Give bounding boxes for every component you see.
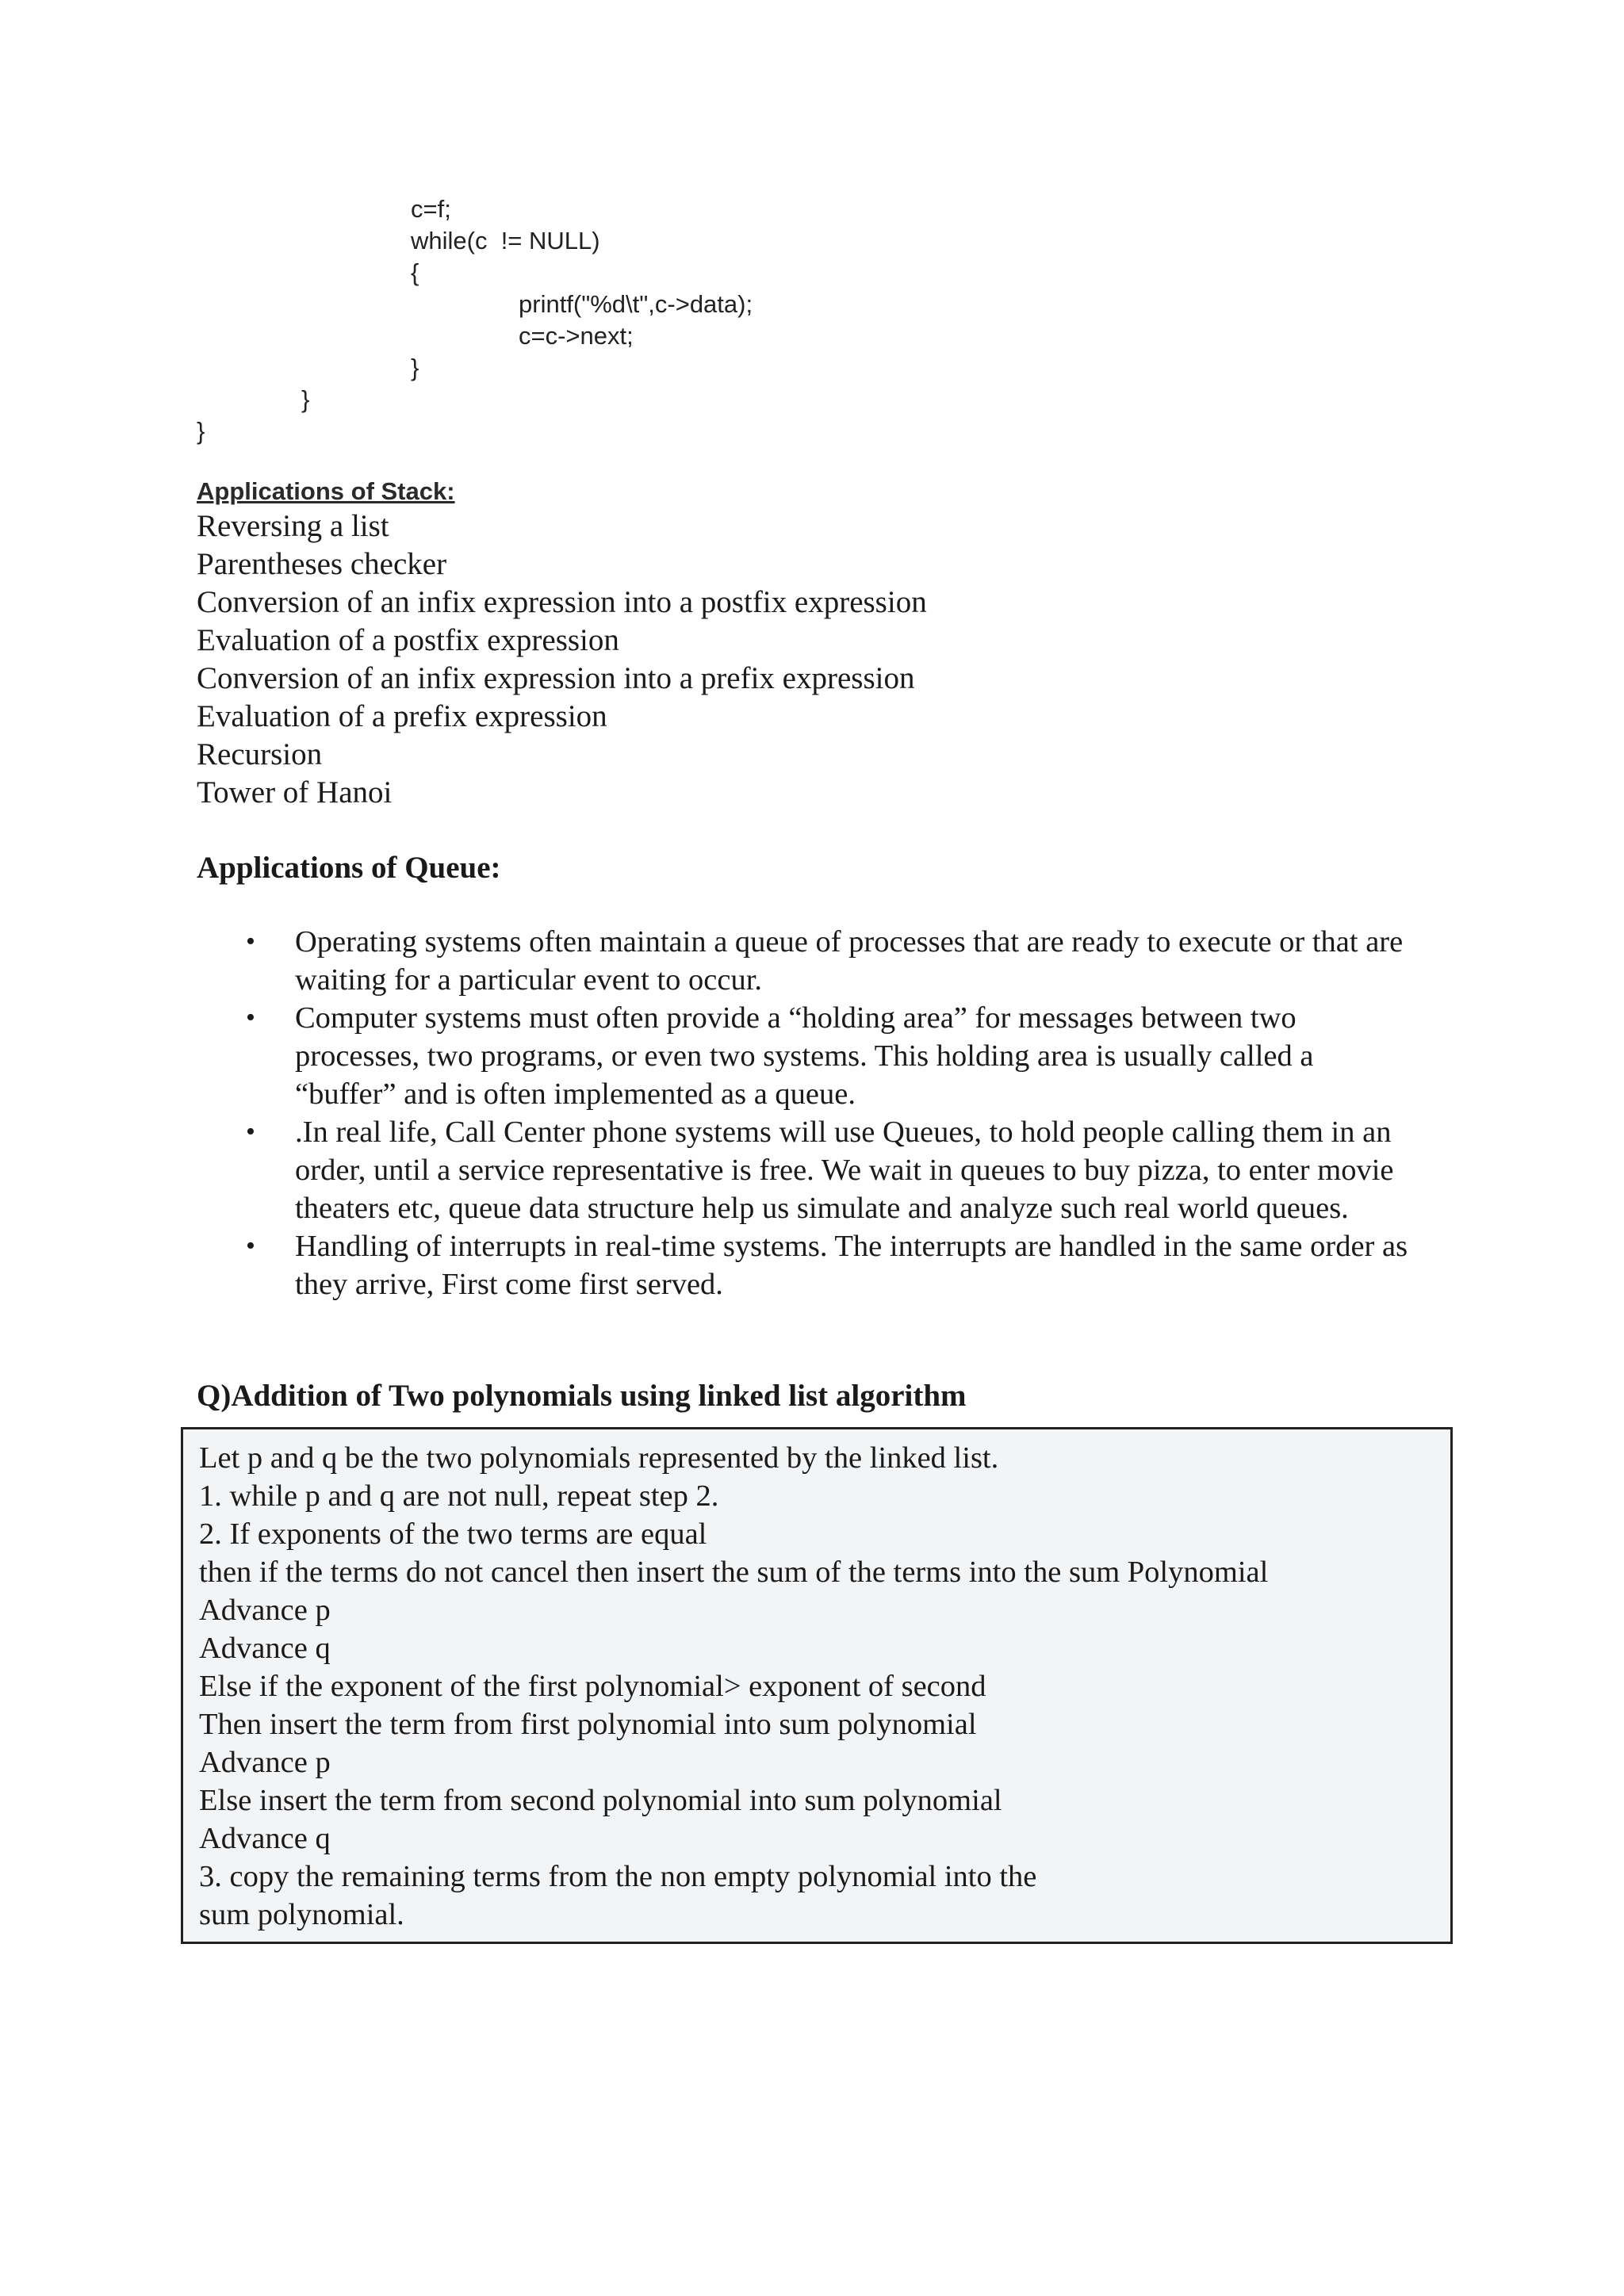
list-item-text: Operating systems often maintain a queue of processes that are ready to execute or that are waiting for a particular event to occur. xyxy=(295,925,1404,997)
list-item xyxy=(197,923,1418,999)
algorithm-line: Advance q xyxy=(199,1632,331,1665)
code-line: } xyxy=(301,385,310,413)
algorithm-line: Then insert the term from first polynomial into sum polynomial xyxy=(199,1708,977,1741)
code-line: } xyxy=(197,417,205,445)
algorithm-line: Advance q xyxy=(199,1822,331,1855)
algorithm-steps xyxy=(199,1439,1268,1934)
algorithm-box xyxy=(181,1427,1453,1944)
code-line: c=f; xyxy=(411,195,451,223)
code-block xyxy=(197,193,753,447)
bullet-icon: • xyxy=(246,1117,255,1146)
list-item: Parentheses checker xyxy=(197,547,447,581)
list-item-text: Handling of interrupts in real-time systems. The interrupts are handled in the same order as they arrive, First come first served. xyxy=(295,1230,1408,1301)
polynomial-addition-heading: Q)Addition of Two polynomials using linked list algorithm xyxy=(197,1379,967,1413)
algorithm-line: Advance p xyxy=(199,1746,331,1779)
stack-applications-list xyxy=(197,507,927,812)
algorithm-line: Advance p xyxy=(199,1594,331,1627)
list-item: Conversion of an infix expression into a postfix expression xyxy=(197,585,927,619)
list-item: Evaluation of a prefix expression xyxy=(197,699,607,733)
queue-applications-heading: Applications of Queue: xyxy=(197,851,501,885)
list-item: Evaluation of a postfix expression xyxy=(197,623,619,657)
algorithm-line: Else insert the term from second polynomial into sum polynomial xyxy=(199,1784,1002,1817)
algorithm-line: then if the terms do not cancel then insert the sum of the terms into the sum Polynomial xyxy=(199,1556,1269,1589)
list-item xyxy=(197,1227,1418,1303)
list-item: Recursion xyxy=(197,737,323,771)
code-line: } xyxy=(411,354,419,381)
list-item-text: Computer systems must often provide a “holding area” for messages between two processes, two programs, or even two systems. This holding area is usually called a “buffer” and is often implemented as a queue. xyxy=(295,1001,1314,1111)
bullet-icon: • xyxy=(246,927,255,956)
algorithm-line: Let p and q be the two polynomials represented by the linked list. xyxy=(199,1441,999,1475)
list-item: Reversing a list xyxy=(197,509,389,543)
code-line: c=c->next; xyxy=(519,322,634,350)
bullet-icon: • xyxy=(246,1003,255,1032)
list-item: Tower of Hanoi xyxy=(197,775,393,809)
list-item xyxy=(197,1113,1418,1227)
algorithm-line: 3. copy the remaining terms from the non empty polynomial into the xyxy=(199,1860,1037,1893)
list-item: Conversion of an infix expression into a prefix expression xyxy=(197,661,915,695)
list-item xyxy=(197,999,1418,1113)
queue-applications-list xyxy=(197,923,1418,1303)
code-line: { xyxy=(411,258,419,286)
stack-applications-heading: Applications of Stack: xyxy=(197,477,455,505)
bullet-icon: • xyxy=(246,1231,255,1261)
algorithm-line: 2. If exponents of the two terms are equal xyxy=(199,1517,707,1551)
list-item-text: .In real life, Call Center phone systems will use Queues, to hold people calling them in an order, until a service representative is free. We wait in queues to buy pizza, to enter movie theaters etc, queue data structure help us simulate and analyze such real world queues. xyxy=(295,1115,1394,1225)
algorithm-line: 1. while p and q are not null, repeat step 2. xyxy=(199,1479,719,1513)
algorithm-line: Else if the exponent of the first polynomial> exponent of second xyxy=(199,1670,986,1703)
code-line: printf("%d\t",c->data); xyxy=(519,290,753,318)
algorithm-line: sum polynomial. xyxy=(199,1898,404,1931)
code-line: while(c != NULL) xyxy=(411,227,600,254)
